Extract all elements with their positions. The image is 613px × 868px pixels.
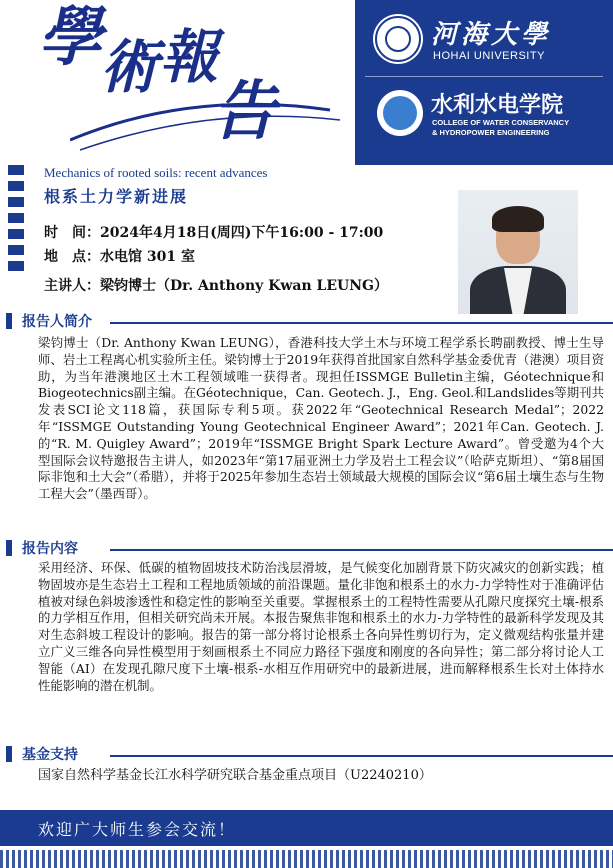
fund-section-title: 基金支持	[22, 747, 78, 763]
poster-footer	[0, 800, 613, 868]
speaker-value: 梁钧博士（Dr. Anthony Kwan LEUNG）	[100, 278, 389, 294]
time-label: 时 间：	[44, 225, 100, 241]
report-section-title: 报告内容	[22, 541, 78, 557]
place-label: 地 点：	[44, 249, 100, 265]
speaker-photo	[458, 190, 578, 314]
welcome-text: 欢迎广大师生参会交流！	[38, 820, 237, 839]
bio-text: 梁钧博士（Dr. Anthony Kwan LEUNG），香港科技大学土木与环境工程学系长聘副教授、博士生导师、岩土工程离心机实验所主任。梁钧博士于2019年获得首批国家自然科学基金委优青（港澳）项目资助，为当年港澳地区土木工程领域唯一获得者。现担任ISSMGE Bulletin主编，Géotechnique和Biogeotechnics副主编。在Géotechnique，Can. Geotech. J.，Eng. Geol.和Landslides等期刊共发表SCI论文118篇，获国际专利5项。获2022年“Geotechnical Research Medal”；2022年“ISSMGE Outstanding Young Geotechnical Engineer Award”；2021年Can. Geotech. J. 的“R. M. Quigley Award”；2019年“ISSMGE Bright Spark Lecture Award”。曾受邀为4个大型国际会议特邀报告主讲人，如2023年“第17届亚洲土力学及岩土工程会议”（哈萨克斯坦）、“第8届国际非饱和土大会”（希腊），并将于2025年参加生态岩土领域最大规模的国际会议“第6届土壤生态与生物工程大会”（墨西哥）。	[38, 335, 604, 502]
university-name-en: HOHAI UNIVERSITY	[433, 50, 545, 62]
fund-section-header	[0, 744, 613, 764]
hohai-seal-icon	[375, 16, 421, 62]
bio-section-header	[0, 311, 613, 331]
time-row	[44, 222, 383, 242]
place-row	[44, 246, 195, 266]
report-section-header	[0, 538, 613, 558]
college-name-en-line2: & HYDROPOWER ENGINEERING	[432, 128, 550, 137]
college-name-en-line1: COLLEGE OF WATER CONSERVANCY	[432, 118, 570, 127]
title-char-4: 告	[212, 74, 276, 149]
title-char-2: 術	[100, 33, 159, 101]
logo-panel	[355, 0, 613, 165]
college-name: 水利水电学院	[431, 93, 564, 118]
talk-title-cn: 根系土力学新进展	[44, 187, 189, 206]
left-stripe-decoration	[0, 165, 32, 285]
university-name: 河海大學	[431, 20, 552, 50]
time-value: 2024年4月18日(周四)下午16:00 - 17:00	[100, 225, 384, 241]
report-text: 采用经济、环保、低碳的植物固坡技术防治浅层滑坡，是气候变化加剧背景下防灾减灾的创新实践；植物固坡亦是生态岩土工程和工程地质领域的前沿课题。量化非饱和根系土的水力-力学特性对于准确评估植被对绿色斜坡渗透性和稳定性的影响至关重要。掌握根系土的工程特性需要从孔隙尺度探究土壤-根系的力学相互作用，但相关研究尚未开展。本报告聚焦非饱和根系土的水力-力学特性的最新科学发现及其对生态斜坡工程设计的影响。报告的第一部分将讨论根系土各向异性剪切行为，定义微观结构张量并建立广义三维各向异性模型用于刻画根系土不同应力路径下强度和刚度的各向异性；第二部分将讨论人工智能（AI）在发现孔隙尺度下土壤-根系-水相互作用研究中的最新进展，进而解释根系生长对土体持水性能影响的潜在机制。	[38, 560, 604, 693]
hohai-logo	[365, 10, 603, 70]
bio-section-title: 报告人简介	[22, 314, 92, 330]
fund-text: 国家自然科学基金长江水科学研究联合基金重点项目（U2240210）	[38, 768, 432, 783]
speaker-row	[44, 275, 388, 295]
speaker-label: 主讲人：	[44, 278, 100, 294]
title-char-1: 學	[38, 0, 102, 75]
footer-stripe-decoration	[0, 850, 613, 868]
logo-divider	[365, 76, 603, 77]
college-seal-icon	[377, 90, 423, 136]
talk-title-en: Mechanics of rooted soils: recent advances	[44, 165, 268, 180]
place-value: 水电馆 301 室	[100, 249, 195, 265]
title-char-3: 報	[160, 23, 219, 91]
